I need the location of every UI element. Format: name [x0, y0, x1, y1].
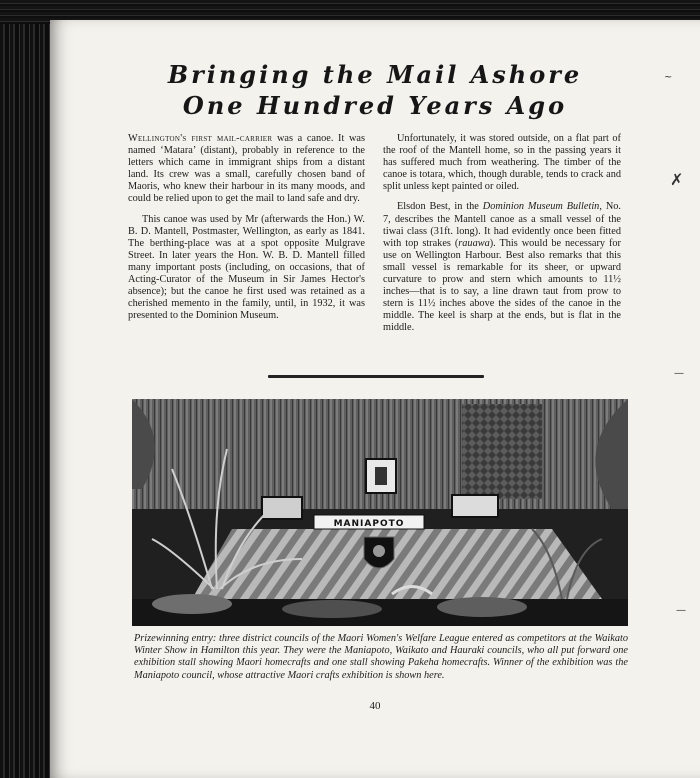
margin-mark-middle: — [674, 368, 684, 379]
right-paragraph-1: Unfortunately, it was stored outside, on a flat part of the roof of the Mantell home, so in the passing years it has suffered much from weathering. The timber of the canoe is totara, which, though durable, tends to crack and split unless kept painted or oiled. [383, 133, 621, 193]
photo-woven-panel [462, 404, 542, 499]
maori-term: rauawa [458, 237, 490, 249]
right-paragraph-2-part-b: , No. 7, describes the Mantell canoe as a small vessel of the tiwai class (31ft. long). It had evidently once been fitted with top strakes ( [383, 201, 622, 249]
exhibition-photo [132, 399, 628, 626]
margin-mark-feather: ✗ [670, 170, 684, 189]
photo-banner-text: MANIAPOTO [333, 519, 405, 529]
photo-small-frame-right [452, 495, 498, 517]
section-divider-rule [268, 375, 484, 378]
right-paragraph-2 [383, 201, 621, 334]
article-title-line-2: One Hundred Years Ago [182, 91, 568, 120]
left-paragraph-1-text: was a canoe. It was named ‘Matara’ (distant), probably in reference to the letters which came in immigrant ships from a distant land. Its crew was a small, carefully chosen band of Maoris, who knew their harbour in its many moods, and could be relied upon to get the mail to land safe and dry. [128, 133, 365, 205]
left-paragraph-2: This canoe was used by Mr (afterwards the Hon.) W. B. D. Mantell, Postmaster, Wellington, as early as 1841. The berthing-place was at a spot opposite Mulgrave Street. In later years the Hon. W. B. D. Mantell filled many important posts (including, on occasions, that of Acting-Curator of the Museum in Sir James Hector's absence); but the canoe he first used was retained as a cherished memento in the family, until, in 1932, it was presented to the Dominion Museum. [128, 213, 365, 322]
magazine-page [50, 20, 700, 778]
margin-mark-top: ~ [664, 72, 673, 83]
page-number: 40 [369, 700, 381, 712]
right-paragraph-2-part-c: ). This would be necessary for use on Wellington Harbour. Best also remarks that this small vessel is remarkable for its sheer, or upward curvature to prow and stern which amounts to 11½ inches—that is to say, a line drawn taut from prow to stern is 11½ inches above the sides of the canoe in the middle. The keel is sharp at the ends, but is flat in the middle. [383, 237, 621, 334]
scan-edge-left [0, 0, 52, 778]
photo-caption: Prizewinning entry: three district councils of the Maori Women's Welfare League entered as competitors at the Waikato Winter Show in Hamilton this year. They were the Maniapoto, Waikato and Hauraki councils, who all put forward one exhibition stall showing Maori homecrafts and one stall showing Pakeha homecrafts. Winner of the exhibition was the Maniapoto council, whose attractive Maori crafts exhibition is shown here. [134, 633, 628, 681]
photo-small-frame-left [262, 497, 302, 519]
publication-title: Dominion Museum Bulletin [482, 201, 600, 213]
left-paragraph-1 [128, 133, 365, 206]
left-column [128, 133, 365, 330]
photo-basket-left [152, 594, 232, 614]
photo-basket-center [282, 600, 382, 618]
right-column [383, 133, 621, 343]
photo-basket-right [437, 597, 527, 617]
article-title-line-1: Bringing the Mail Ashore [167, 60, 583, 89]
margin-mark-bottom: — [676, 605, 686, 616]
right-paragraph-2-part-a: Elsdon Best, in the [397, 201, 483, 213]
lead-in-smallcaps: Wellington's first mail-carrier [128, 133, 273, 144]
